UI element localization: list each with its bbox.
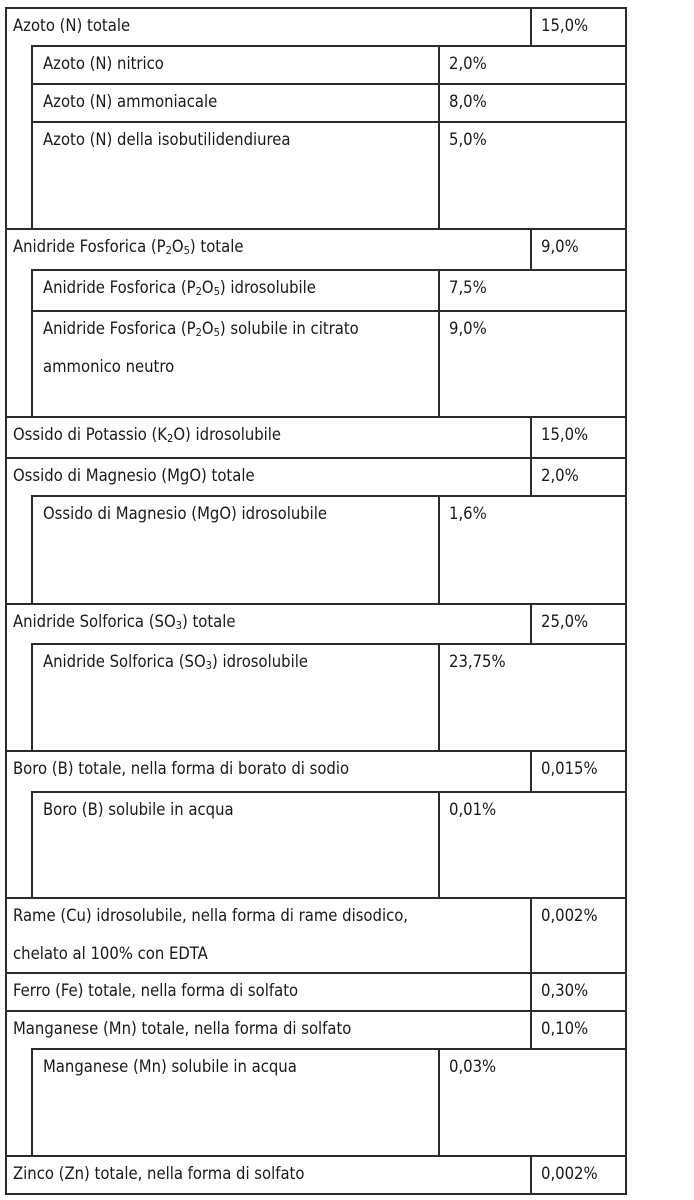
nutrient-value: 0,002% xyxy=(541,906,598,925)
nutrient-label: Anidride Fosforica $(P_2O_5)$ totale xyxy=(13,237,244,257)
sub-nutrient-value: 9,0% xyxy=(449,319,487,338)
sub-nutrient-label: Ossido di Magnesio (MgO) idrosolubile xyxy=(43,504,328,523)
row-divider xyxy=(31,643,627,645)
sub-nutrient-label: Boro (B) solubile in acqua xyxy=(43,800,234,819)
value-column-divider xyxy=(530,897,532,972)
row-divider xyxy=(5,750,627,752)
value-column-divider xyxy=(438,495,440,603)
table-left-border xyxy=(5,7,7,1193)
nutrient-label: Manganese (Mn) totale, nella forma di solfato xyxy=(13,1019,352,1038)
indent-divider xyxy=(31,495,33,603)
sub-nutrient-label: Manganese (Mn) solubile in acqua xyxy=(43,1057,297,1076)
indent-divider xyxy=(31,1048,33,1155)
value-column-divider xyxy=(438,45,440,83)
nutrient-value: 0,10% xyxy=(541,1019,589,1038)
value-column-divider xyxy=(530,603,532,643)
row-divider xyxy=(31,121,627,123)
nutrient-value: 9,0% xyxy=(541,237,579,256)
row-divider xyxy=(5,603,627,605)
sub-nutrient-value: 7,5% xyxy=(449,278,487,297)
nutrient-value: 25,0% xyxy=(541,612,589,631)
value-column-divider xyxy=(530,416,532,457)
value-column-divider xyxy=(438,643,440,750)
indent-divider xyxy=(31,121,33,228)
sub-nutrient-value: 8,0% xyxy=(449,92,487,111)
row-divider xyxy=(31,791,627,793)
sub-nutrient-value: 0,03% xyxy=(449,1057,497,1076)
sub-nutrient-label: Azoto (N) ammoniacale xyxy=(43,92,218,111)
indent-divider xyxy=(31,83,33,121)
sub-nutrient-label: Anidride Solforica $(SO_3)$ idrosolubile xyxy=(43,652,308,672)
value-column-divider xyxy=(438,1048,440,1155)
nutrient-label: Rame (Cu) idrosolubile, nella forma di rame disodico, chelato al 100% con EDTA xyxy=(13,906,409,963)
nutrient-value: 15,0% xyxy=(541,425,589,444)
nutrient-label: Ossido di Potassio $(K_2O)$ idrosolubile xyxy=(13,425,282,445)
value-column-divider xyxy=(530,228,532,269)
value-column-divider xyxy=(438,791,440,897)
sub-nutrient-value: 1,6% xyxy=(449,504,487,523)
value-column-divider xyxy=(530,972,532,1010)
nutrient-value: 2,0% xyxy=(541,466,579,485)
table-right-border xyxy=(625,7,627,1193)
value-column-divider xyxy=(438,121,440,228)
value-column-divider xyxy=(530,1010,532,1048)
nutrient-value: 15,0% xyxy=(541,16,589,35)
value-column-divider xyxy=(530,7,532,45)
sub-nutrient-label: Anidride Fosforica $(P_2O_5)$ solubile in citrato ammonico neutro xyxy=(43,319,359,376)
sub-nutrient-value: 2,0% xyxy=(449,54,487,73)
nutrient-label: Boro (B) totale, nella forma di borato di sodio xyxy=(13,759,350,778)
indent-divider xyxy=(31,310,33,416)
row-divider xyxy=(5,972,627,974)
indent-divider xyxy=(31,643,33,750)
nutrient-label: Azoto (N) totale xyxy=(13,16,131,35)
sub-nutrient-value: 23,75% xyxy=(449,652,506,671)
row-divider xyxy=(5,457,627,459)
nutrient-value: 0,015% xyxy=(541,759,598,778)
value-column-divider xyxy=(438,310,440,416)
value-column-divider xyxy=(438,269,440,310)
nutrient-value: 0,30% xyxy=(541,981,589,1000)
row-divider xyxy=(5,7,627,9)
row-divider xyxy=(5,416,627,418)
nutrient-label: Ferro (Fe) totale, nella forma di solfato xyxy=(13,981,299,1000)
table-bottom-border xyxy=(5,1193,627,1195)
row-divider xyxy=(31,1048,627,1050)
nutrient-value: 0,002% xyxy=(541,1164,598,1183)
row-divider xyxy=(31,495,627,497)
row-divider xyxy=(31,269,627,271)
row-divider xyxy=(5,1010,627,1012)
indent-divider xyxy=(31,269,33,310)
row-divider xyxy=(31,83,627,85)
indent-divider xyxy=(31,45,33,83)
sub-nutrient-value: 0,01% xyxy=(449,800,497,819)
value-column-divider xyxy=(438,83,440,121)
sub-nutrient-value: 5,0% xyxy=(449,130,487,149)
indent-divider xyxy=(31,791,33,897)
row-divider xyxy=(5,1155,627,1157)
nutrient-label: Zinco (Zn) totale, nella forma di solfato xyxy=(13,1164,305,1183)
value-column-divider xyxy=(530,750,532,791)
nutrient-label: Anidride Solforica $(SO_3)$ totale xyxy=(13,612,236,632)
sub-nutrient-label: Azoto (N) della isobutilidendiurea xyxy=(43,130,291,149)
value-column-divider xyxy=(530,457,532,495)
row-divider xyxy=(5,228,627,230)
nutrient-label: Ossido di Magnesio (MgO) totale xyxy=(13,466,255,485)
sub-nutrient-label: Azoto (N) nitrico xyxy=(43,54,164,73)
sub-nutrient-label: Anidride Fosforica $(P_2O_5)$ idrosolubile xyxy=(43,278,316,298)
value-column-divider xyxy=(530,1155,532,1193)
row-divider xyxy=(31,45,627,47)
